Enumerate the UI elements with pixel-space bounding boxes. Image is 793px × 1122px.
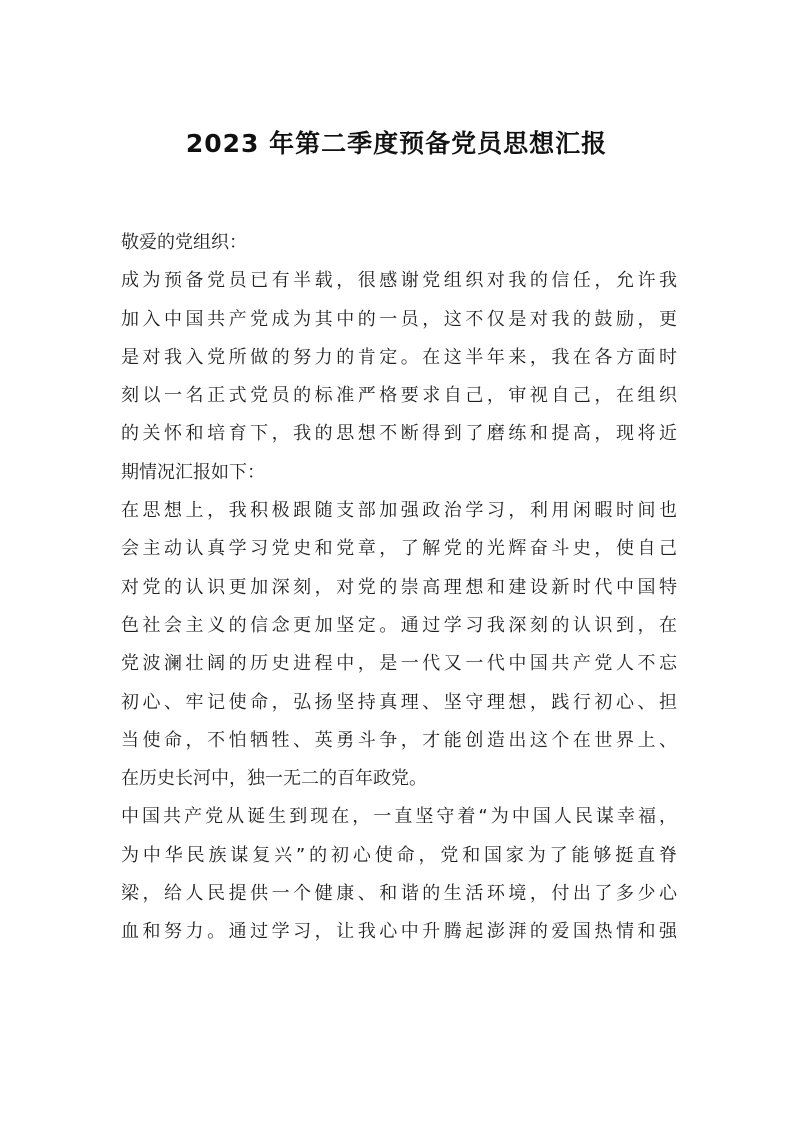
body-line: 会主动认真学习党史和党章，了解党的光辉奋斗史，使自己 [121, 538, 677, 560]
body-line: 党波澜壮阔的历史进程中，是一代又一代中国共产党人不忘 [121, 653, 677, 675]
body-line: 在思想上，我积极跟随支部加强政治学习，利用闲暇时间也 [121, 500, 677, 522]
body-line: 色社会主义的信念更加坚定。通过学习我深刻的认识到，在 [121, 614, 677, 636]
body-line: 为中华民族谋复兴”的初心使命，党和国家为了能够挺直脊 [121, 844, 677, 866]
body-line: 敬爱的党组织： [121, 232, 247, 253]
body-line: 血和努力。通过学习，让我心中升腾起澎湃的爱国热情和强 [121, 921, 677, 943]
body-line: 在历史长河中，独一无二的百年政党。 [121, 768, 427, 790]
body-line: 中国共产党从诞生到现在，一直坚守着“为中国人民谋幸福， [121, 806, 677, 828]
body-line: 刻以一名正式党员的标准严格要求自己，审视自己，在组织 [121, 385, 677, 407]
body-line: 当使命，不怕牺牲、英勇斗争，才能创造出这个在世界上、 [121, 729, 677, 751]
body-line: 加入中国共产党成为其中的一员，这不仅是对我的鼓励，更 [121, 308, 677, 330]
body-line: 期情况汇报如下： [121, 461, 265, 483]
body-line: 对党的认识更加深刻，对党的崇高理想和建设新时代中国特 [121, 576, 677, 598]
body-line: 是对我入党所做的努力的肯定。在这半年来，我在各方面时 [121, 346, 677, 368]
body-line: 的关怀和培育下，我的思想不断得到了磨练和提高，现将近 [121, 423, 677, 445]
document-title: 2023 年第二季度预备党员思想汇报 [185, 129, 608, 158]
body-line: 梁，给人民提供一个健康、和谐的生活环境，付出了多少心 [121, 883, 677, 905]
body-line: 初心、牢记使命，弘扬坚持真理、坚守理想，践行初心、担 [121, 691, 677, 713]
document-body [121, 224, 677, 952]
body-line: 成为预备党员已有半载，很感谢党组织对我的信任，允许我 [121, 270, 677, 292]
